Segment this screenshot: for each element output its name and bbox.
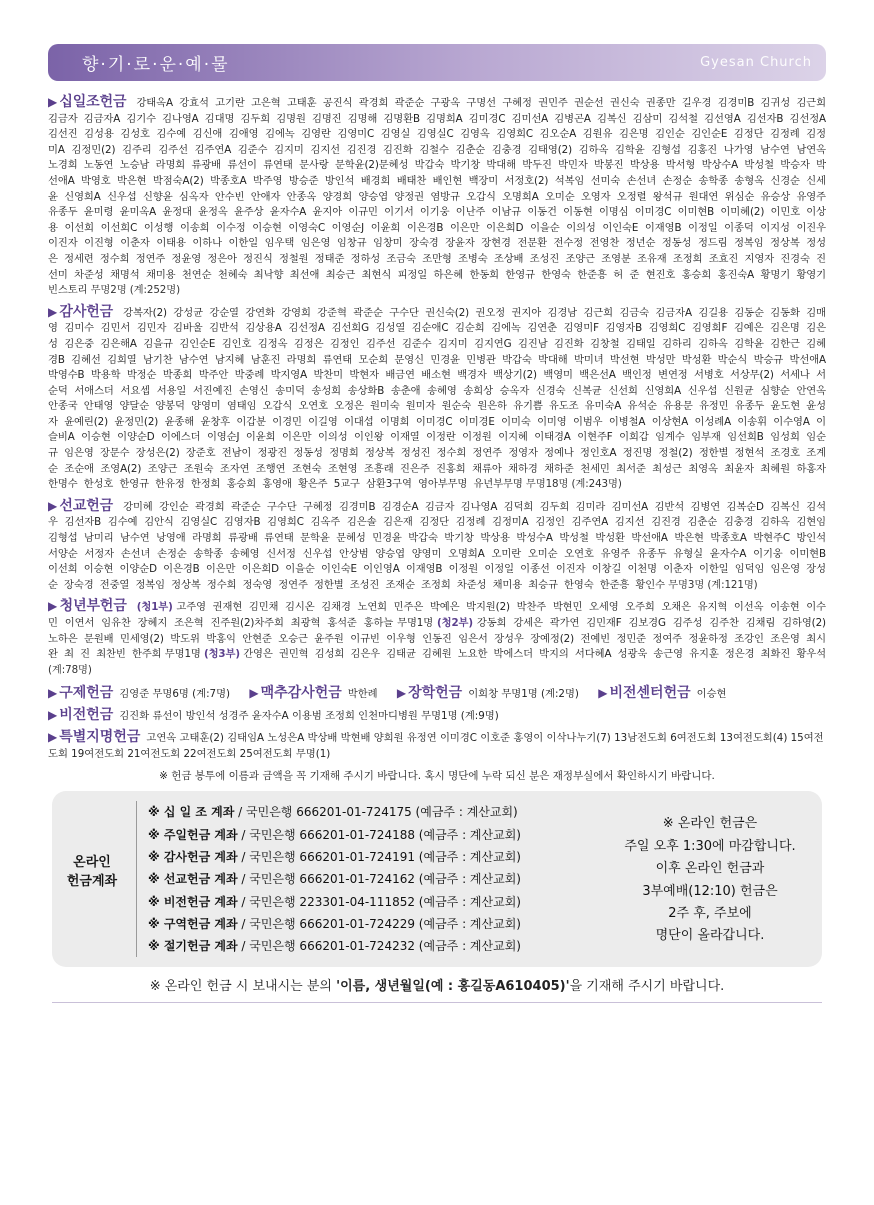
special-title	[48, 729, 140, 745]
youth-title	[48, 598, 127, 614]
youth-total: (계:78명)	[48, 663, 92, 676]
account-detail: / 국민은행 666201-01-724188 (예금주 : 계산교회)	[237, 827, 521, 842]
center-text: 이승현	[696, 688, 727, 701]
youth-names-2: 강동희 강세은 곽가연 김민재F 김보경G 김주성 김주찬 김채림 김하영(2) 노하은 문원배 민세영(2) 박도위 박홍익 안현준 오승근 윤주원 이규빈 이우형 인동진 임은서 장성우 장예정(2) 전예빈 정민준 정여주 정윤하정 조강인 조은영 최시완 최 진 최찬빈 한주희	[48, 617, 826, 661]
account-name: ※ 주일헌금 계좌	[148, 827, 238, 842]
account-row	[148, 846, 521, 868]
relief-title-text: 구제헌금	[59, 685, 114, 702]
vision-title-text: 비전헌금	[59, 707, 114, 724]
envelope-notice: ※ 헌금 봉투에 이름과 금액을 꼭 기재해 주시기 바랍니다. 혹시 명단에 누락 되신 분은 재정부실에서 확인하시기 바랍니다.	[159, 770, 715, 783]
arrow-icon: ▶	[249, 686, 259, 701]
account-name: ※ 구역헌금 계좌	[148, 916, 238, 931]
arrow-icon: ▶	[48, 730, 58, 745]
online-deadline-note	[612, 813, 808, 947]
page-title: 향·기·로·운·예·물	[82, 55, 230, 75]
tithe-section	[48, 95, 826, 299]
youth-names-3: 간영은 권민혁 김성희 김은우 김태균 김혜원 노요한 박에스더 박지의 서다혜A 성광욱 송근영 유지훈 정은경 최화진 황우석	[243, 648, 826, 661]
account-detail: / 국민은행 666201-01-724162 (예금주 : 계산교회)	[237, 872, 521, 887]
account-detail: / 국민은행 223301-04-111852 (예금주 : 계산교회)	[237, 894, 521, 909]
online-label	[60, 853, 124, 891]
account-row	[148, 913, 521, 935]
account-row	[148, 868, 521, 890]
special-text: 고연옥 고태훈(2) 김태임A 노성은A 박상배 박현배 양희원 유정연 이미경C 이호준 홍영이 이삭나누기(7) 13남전도회 6여전도회 13여전도회(4) 15여전도회 19여전도회 21여전도회 22여전도회 25여전도회 무명(1)	[48, 732, 824, 761]
account-list	[148, 801, 521, 957]
footer-prefix: ※ 온라인 헌금 시 보내시는 분의	[149, 979, 337, 995]
account-name: ※ 비전헌금 계좌	[148, 894, 238, 909]
divider	[136, 801, 137, 957]
special-row	[48, 729, 826, 762]
thanks-total: 무명18명 (계:243명)	[525, 478, 622, 491]
account-name: ※ 감사헌금 계좌	[148, 849, 238, 864]
thanks-title	[48, 304, 113, 320]
arrow-icon: ▶	[48, 708, 58, 723]
online-label-line1: 온라인	[73, 855, 111, 871]
account-row	[148, 891, 521, 913]
barley-text: 박한례	[347, 688, 378, 701]
mission-names: 강미혜 강인순 곽경희 곽준순 구수단 구혜정 김경미B 김경순A 김금자 김나영A 김덕희 김두희 김미라 김미선A 김반석 김병연 김복순D 김복신 김석우 김선자B 김수예 김안식 김영실C 김영자B 김영희C 김옥주 김은솔 김은재 김정단 김정례 김정미A 김정인 김주연A 김지선 김진경 김춘순 김충경 김하옥 김현임 김형섭 남미리 남수연 낭영애 라명희 류광배 류연태 문학윤 문혜성 민경윤 박갑숙 박기창 박상용 박성수A 박성철 박성환 박선애A 박은현 박종호A 박현주C 방인석 서양순 서정자 손선녀 손정순 송학종 송혜영 신서정 신우섭 안상범 양승엽 양영미 오명희A 오미란 오미순 오연호 유영주 유종두 유형실 윤자수A 이기웅 이미현B 이선희 이승현 이양순D 이은경B 이은만 이은희D 이을순 이인숙E 이인영A 이재영B 이정원 이정일 이종선 이진자 이창길 이천명 이춘자 이한일 임덕임 임은영 장성순 장숙경 전중열 정복임 정상복 정수희 정숙영 정연주 정한별 조성진 조재순 조정희 차준성 채미용 최승규 한영숙 한준흥 황인수	[48, 500, 826, 591]
relief-text: 김영준 무명6명 (계:7명)	[119, 688, 231, 701]
special-title-text: 특별지명헌금	[59, 729, 141, 746]
mission-title-text: 선교헌금	[59, 497, 114, 514]
arrow-icon: ▶	[48, 599, 58, 614]
online-label-line2: 헌금계좌	[66, 874, 118, 890]
misc-offerings-row	[48, 685, 826, 702]
youth-sub-3: (청3부)	[203, 648, 240, 661]
vision-row	[48, 707, 826, 724]
center-title	[598, 685, 690, 701]
note-line: 주일 오후 1:30에 마감합니다.	[624, 838, 796, 854]
thanks-title-text: 감사헌금	[59, 303, 114, 320]
arrow-icon: ▶	[396, 686, 407, 701]
note-line: 명단이 올라갑니다.	[655, 928, 765, 944]
account-name: ※ 선교헌금 계좌	[148, 872, 238, 887]
account-row	[148, 935, 521, 957]
scholar-title	[397, 685, 462, 701]
footer-suffix: 을 기재해 주시기 바랍니다.	[569, 979, 725, 995]
relief-title	[48, 685, 113, 701]
mission-section	[48, 499, 826, 594]
vision-title	[48, 707, 113, 723]
account-row	[148, 801, 521, 823]
vision-text: 김진화 류선이 방인석 성경주 윤자수A 이용범 조정희 인천마디병원 무명1명 (계:9명)	[119, 710, 499, 723]
center-title-text: 비전센터헌금	[609, 685, 691, 702]
note-line: 3부예배(12:10) 헌금은	[642, 883, 778, 899]
online-account-box	[52, 791, 822, 967]
arrow-icon: ▶	[48, 686, 58, 701]
youth-title-text: 청년부헌금	[59, 598, 127, 615]
youth-names-1: 고주영 권재현 김민채 김시온 김채경 노연희 민주은 박예은 박지원(2) 박찬주 박현민 오세영 오주희 오채은 유지혁 이선옥 이송현 이수민 이연서 임유찬 장혜지 조은혁 진주원(2)차주희 최광혁 홍석준 홍하늘	[48, 601, 826, 629]
note-line: 2주 후, 주보에	[668, 906, 752, 921]
tithe-title	[48, 94, 126, 110]
footer-bold: '이름, 생년월일(예 : 홍길동A610405)'	[336, 979, 570, 995]
note-line: 이후 온라인 헌금과	[655, 861, 765, 877]
youth-sub-1: (청1부)	[136, 601, 173, 614]
youth-section	[48, 599, 826, 678]
account-row	[148, 824, 521, 846]
tithe-names: 강태옥A 강효석 고기란 고은혁 고태훈 공진식 곽경희 곽준순 구광옥 구명선 구혜정 권민주 권순선 권신숙 권종만 길우경 김경미B 김귀성 김근희 김금자 김금자A 김기수 김나영A 김대명 김두희 김명원 김명진 김명해 김명환B 김명희A 김미경C 김미선A 김병곤A 김복신 김삼미 김석철 김선영A 김선자B 김선정A 김선진 김성용 김성호 김수예 김신애 김애영 김에녹 김영란 김영미C 김영실 김영실C 김영옥 김영희C 김오순A 김원유 김은명 김인순 김인순E 김정단 김정례 김정미A 김정민(2) 김주리 김주선 김주연A 김준수 김지미 김지선 김진경 김진화 김철수 김춘순 김충경 김태영(2) 김하옥 김학윤 김형섭 김홍진 나가영 남수연 남연옥 노경희 노동연 노승남 라명희 류광배 류선이 류연태 문사랑 문학윤(2)문혜성 박갑숙 박기창 박대해 박두진 박민자 박봉진 박상용 박서형 박상수A 박성철 박승자 박선애A 박영호 박은현 박점숙A(2) 박종호A 박주영 방승준 방인석 배경희 배태찬 배인현 백장미 서정호(2) 석복임 선미숙 손선녀 손정순 송학종 송형옥 신경순 신세윤 신영희A 신우섭 신향윤 심옥자 안수빈 안애자 안종옥 양경희 양승엽 양정권 염방규 오갑식 오명희A 오미순 오영자 오정렬 왕석규 원대연 위심순 유승상 유영주 유종두 윤미령 윤미옥A 윤정대 윤정옥 윤주상 윤자수A 윤지아 이규민 이기서 이기웅 이난주 이남규 이동건 이동현 이명심 이미경C 이미현B 이미혜(2) 이민호 이상용 이선희 이선희C 이성행 이송희 이수정 이승현 이영숙C 이영순J 이윤희 이은경B 이은만 이은희D 이을순 이의성 이인숙E 이재영B 이정일 이종덕 이지성 이진우 이진자 이진형 이춘자 이태용 이하나 이한일 임우택 임은영 임창규 임창미 장숙경 장윤자 장현경 전문환 전수정 전영찬 정년순 정동성 정드림 정복임 정상복 정성은 정세련 정수희 정연주 정윤영 정은아 정진식 정철원 정태준 정하성 조금숙 조만형 조병숙 조상배 조성진 조양근 조영분 조유재 조정희 조효진 지영자 진경숙 진선미 차준성 채명석 채미용 천연순 천혜숙 최낙향 최선애 최승근 최현식 피정일 하은혜 한동희 한영규 한영숙 한준흥 허 준 현진호 홍승희 홍진숙A 황명기 황영기 빈스토리	[48, 97, 826, 297]
thanks-names: 강복자(2) 강성균 강순열 강연화 강영희 강준혁 곽준순 구수단 권신숙(2) 권오정 권지아 김경남 김근희 김금숙 김금자A 김길용 김동순 김동화 김매영 김미수 김민서 김민자 김바울 김반석 김상용A 김선정A 김선희G 김성열 김순애C 김순희 김에녹 김연춘 김영미F 김영자B 김영희C 김영희F 김예은 김은명 김은성 김은중 김은해A 김을규 김인순E 김인호 김정옥 김정은 김정인 김주선 김준수 김지미 김지연G 김진남 김진화 김창철 김태일 김하리 김하옥 김학윤 김한근 김혜경B 김혜선 김희열 남기찬 남수연 남지혜 남훈진 라명희 류연태 모순희 문영신 민경윤 민병관 박갑숙 박대해 박미녀 박선현 박성만 박성환 박순식 박승규 박선애A 박영수B 박용학 박정순 박종희 박주안 박중례 박지영A 박찬미 박현자 배금연 배소현 백경자 백상기(2) 백영미 백은선A 백인정 변연정 서병호 서상무(2) 서세나 서순덕 서애스더 서요셉 서용일 서진예진 손영신 송미덕 송성희 송상화B 송춘애 송혜영 송희상 승옥자 신경숙 신복균 신선희 신영희A 신우섭 신원균 심향순 안연옥 안종국 안태영 양달순 양봉덕 양영미 염태임 오갑식 오연호 오정은 원미숙 원미자 원순숙 원은하 유기쁨 유도조 유미숙A 유석순 유용문 유정민 유종두 윤도현 윤성자 윤예린(2) 윤정민(2) 윤종해 윤창후 이갑분 이경민 이길영 이대섭 이명희 이미경C 이미경E 이미숙 이미영 이범우 이병철A 이상현A 이성례A 이송휘 이수영A 이슬비A 이승현 이양순D 이에스더 이영순J 이윤희 이은만 이의성 이인왕 이재열 이정란 이정원 이지혜 이태경A 이현주F 이희갑 임계수 임부재 임선희B 임성희 임순규 임은영 장문수 장성은(2) 장준호 전남이 정광진 정동성 정명희 정상복 정성진 정수희 정연주 정영자 정예나 정인호A 정진명 정철(2) 정한별 정현석 조경호 조계순 조순애 조영A(2) 조양근 조원숙 조자연 조행연 조현숙 조현영 조흥래 진은주 진홍희 채류아 채하경 채하준 천세민 최서준 최성근 최영옥 최윤자 최혜원 하홍자 한명수 한성호 한영규 한유정 한정희 홍승희 홍영애 황은주 5교구 삼환3구역 영아부무명 유년부무명	[48, 306, 826, 491]
account-name: ※ 절기헌금 계좌	[148, 939, 238, 954]
scholar-title-text: 장학헌금	[408, 685, 463, 702]
arrow-icon: ▶	[48, 95, 58, 109]
arrow-icon: ▶	[598, 686, 608, 701]
barley-title-text: 맥추감사헌금	[260, 685, 342, 702]
barley-title	[249, 685, 341, 701]
arrow-icon: ▶	[48, 498, 58, 513]
youth-count-2: 무명1명	[164, 648, 201, 661]
mission-total: 무명3명 (계:121명)	[668, 578, 758, 591]
header-banner	[48, 44, 826, 81]
account-detail: / 국민은행 666201-01-724229 (예금주 : 계산교회)	[237, 916, 521, 931]
church-name: Gyesan Church	[700, 55, 812, 70]
youth-count-1: 무명1명	[397, 617, 434, 629]
mission-title	[48, 498, 113, 514]
account-name: ※ 십 일 조 계좌	[148, 805, 235, 820]
account-detail: / 국민은행 666201-01-724232 (예금주 : 계산교회)	[237, 939, 521, 954]
tithe-title-text: 십일조헌금	[59, 94, 127, 110]
footer-note	[48, 975, 826, 994]
tithe-total: 무명2명 (계:252명)	[90, 284, 180, 297]
note-line: ※ 온라인 헌금은	[662, 816, 758, 832]
footer-divider	[52, 1002, 822, 1003]
account-detail: / 국민은행 666201-01-724191 (예금주 : 계산교회)	[237, 849, 521, 864]
account-detail: / 국민은행 666201-01-724175 (예금주 : 계산교회)	[234, 805, 518, 820]
youth-sub-2: (청2부)	[437, 617, 473, 629]
thanks-section	[48, 305, 826, 493]
scholar-text: 이희창 무명1명 (계:2명)	[468, 688, 579, 701]
arrow-icon: ▶	[48, 304, 58, 319]
